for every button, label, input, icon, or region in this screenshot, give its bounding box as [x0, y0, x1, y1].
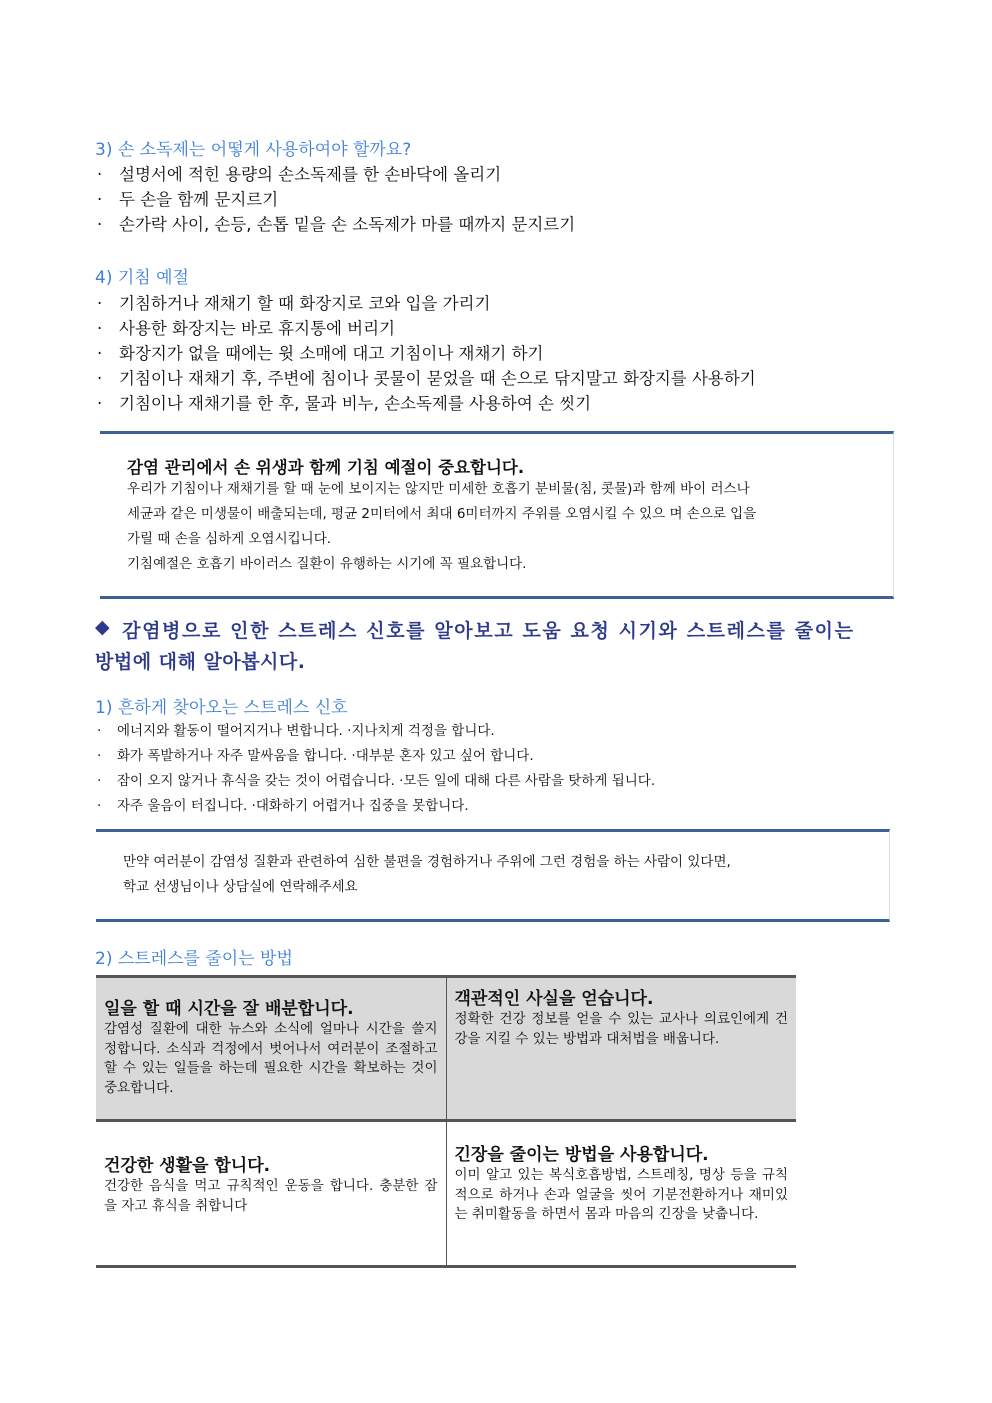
box-line: 만약 여러분이 감염성 질환과 관련하여 심한 불편을 경험하거나 주위에 그런 경험을 하는 사람이 있다면,: [123, 854, 731, 870]
cell-body: 건강한 음식을 먹고 규칙적인 운동을 합니다. 충분한 잠을 자고 휴식을 취합니다: [104, 1178, 438, 1214]
bullet: ·: [97, 369, 103, 388]
list-item: [97, 212, 575, 237]
section-heading: 3) 손 소독제는 어떻게 사용하여야 할까요?: [95, 140, 412, 160]
bullet: ·: [97, 294, 103, 313]
table-cell: [446, 1121, 796, 1267]
bullet: ·: [97, 215, 103, 234]
item-text: 자주 울음이 터집니다. ·대화하기 어렵거나 집중을 못합니다.: [117, 798, 469, 814]
bullet: ·: [97, 748, 102, 764]
table-cell: [446, 977, 796, 1121]
item-text: 기침이나 재채기 후, 주변에 침이나 콧물이 묻었을 때 손으로 닦지말고 화장지를 사용하기: [119, 369, 756, 388]
title-text: 감염병으로 인한 스트레스 신호를 알아보고 도움 요청 시기와 스트레스를 줄이는: [122, 620, 855, 642]
help-notice-box: [96, 829, 890, 922]
list-item: [97, 794, 655, 819]
list-item: [97, 291, 756, 316]
bullet: ·: [97, 798, 102, 814]
cell-body: 이미 알고 있는 복식호흡방법, 스트레칭, 명상 등을 규칙적으로 하거나 손과 얼굴을 씻어 기분전환하거나 재미있는 취미활동을 하면서 몸과 마음의 긴장을 낮춥니다.: [454, 1167, 788, 1222]
box-line: 가릴 때 손을 심하게 오염시킵니다.: [127, 531, 332, 547]
box-line: 우리가 기침이나 재채기를 할 때 눈에 보이지는 않지만 미세한 호흡기 분비물(침, 콧물)과 함께 바이 러스나: [127, 481, 750, 497]
section-heading: 4) 기침 예절: [95, 268, 189, 288]
stress-methods-table: [96, 975, 796, 1268]
item-text: 기침이나 재채기를 한 후, 물과 비누, 손소독제를 사용하여 손 씻기: [119, 394, 592, 413]
item-text: 기침하거나 재채기 할 때 화장지로 코와 입을 가리기: [119, 294, 491, 313]
cell-title: 건강한 생활을 합니다.: [104, 1156, 271, 1176]
list-item: [97, 391, 756, 416]
sanitizer-list: [97, 162, 575, 237]
table-cell: [96, 977, 446, 1121]
item-text: 에너지와 활동이 떨어지거나 변합니다. ·지나치게 걱정을 합니다.: [117, 723, 495, 739]
box-title: 감염 관리에서 손 위생과 함께 기침 예절이 중요합니다.: [127, 458, 525, 477]
stress-signal-list: [97, 719, 655, 819]
list-item: [97, 719, 655, 744]
title-text: 방법에 대해 알아봅시다.: [95, 651, 306, 673]
box-body: [127, 477, 756, 577]
table-cell: [96, 1121, 446, 1267]
list-item: [97, 366, 756, 391]
list-item: [97, 162, 575, 187]
cell-title: 일을 할 때 시간을 잘 배분합니다.: [104, 999, 354, 1019]
bullet: ·: [97, 344, 103, 363]
cough-etiquette-box: [100, 431, 894, 599]
list-item: [97, 769, 655, 794]
list-item: [97, 316, 756, 341]
bullet: ·: [97, 394, 103, 413]
item-text: 설명서에 적힌 용량의 손소독제를 한 손바닥에 올리기: [119, 165, 502, 184]
box-body: [123, 850, 731, 900]
cell-body: 감염성 질환에 대한 뉴스와 소식에 얼마나 시간을 쓸지 정합니다. 소식과 걱정에서 벗어나서 여러분이 조절하고 할 수 있는 일들을 하는데 필요한 시간을 확보하는 것이 중요합니다.: [104, 1021, 438, 1096]
item-text: 잠이 오지 않거나 휴식을 갖는 것이 어렵습니다. ·모든 일에 대해 다른 사람을 탓하게 됩니다.: [117, 773, 656, 789]
list-item: [97, 187, 575, 212]
cough-list: [97, 291, 756, 416]
diamond-icon: ◆: [95, 616, 111, 638]
table-row: [96, 977, 796, 1121]
item-text: 사용한 화장지는 바로 휴지통에 버리기: [119, 319, 396, 338]
item-text: 화가 폭발하거나 자주 말싸움을 합니다. ·대부분 혼자 있고 싶어 합니다.: [117, 748, 534, 764]
bullet: ·: [97, 773, 102, 789]
bullet: ·: [97, 723, 102, 739]
item-text: 두 손을 함께 문지르기: [119, 190, 279, 209]
bullet: ·: [97, 165, 103, 184]
box-line: 기침예절은 호흡기 바이러스 질환이 유행하는 시기에 꼭 필요합니다.: [127, 556, 527, 572]
item-text: 손가락 사이, 손등, 손톱 밑을 손 소독제가 마를 때까지 문지르기: [119, 215, 576, 234]
box-line: 학교 선생님이나 상담실에 연락해주세요: [123, 879, 358, 895]
box-line: 세균과 같은 미생물이 배출되는데, 평균 2미터에서 최대 6미터까지 주위를 오염시킬 수 있으 며 손으로 입을: [127, 506, 757, 522]
list-item: [97, 744, 655, 769]
section-heading: 1) 흔하게 찾아오는 스트레스 신호: [95, 698, 348, 718]
cell-body: 정확한 건강 정보를 얻을 수 있는 교사나 의료인에게 건강을 지킬 수 있는 방법과 대처법을 배웁니다.: [454, 1011, 788, 1047]
section-heading: 2) 스트레스를 줄이는 방법: [95, 949, 293, 969]
bullet: ·: [97, 190, 103, 209]
stress-section-title: [95, 616, 900, 674]
list-item: [97, 341, 756, 366]
title-line: [95, 616, 900, 643]
cell-title: 긴장을 줄이는 방법을 사용합니다.: [454, 1145, 709, 1165]
table-row: [96, 1121, 796, 1267]
item-text: 화장지가 없을 때에는 윗 소매에 대고 기침이나 재채기 하기: [119, 344, 544, 363]
bullet: ·: [97, 319, 103, 338]
cell-title: 객관적인 사실을 얻습니다.: [454, 989, 654, 1009]
